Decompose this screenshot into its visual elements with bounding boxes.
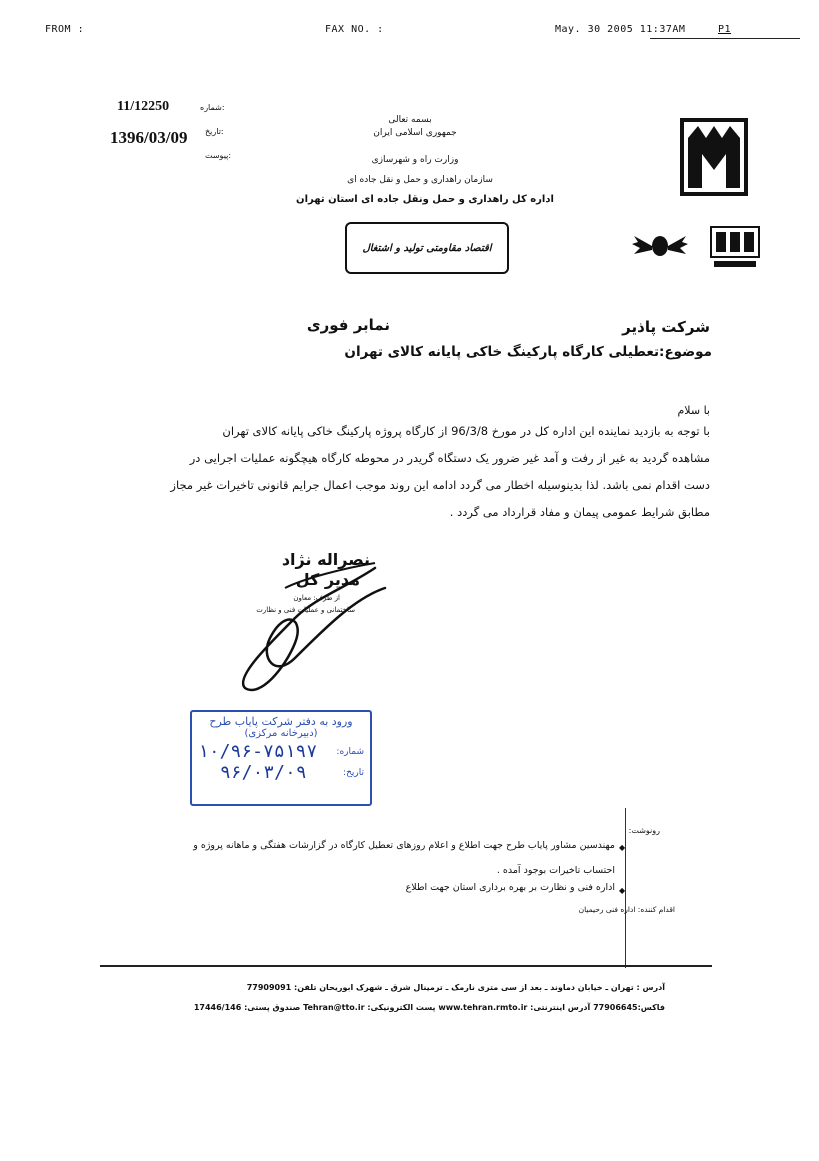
stamp-date-value: ۹۶/۰۳/۰۹: [220, 762, 307, 783]
number-label: شماره:: [200, 103, 225, 112]
subject: موضوع:تعطیلی کارگاه پارکینگ خاکی پایانه کالای تهران: [344, 344, 712, 360]
stamp-title: ورود به دفتر شرکت پایاب طرح: [209, 715, 353, 728]
stamp-number-label: شماره:: [336, 746, 364, 757]
greeting: با سلام: [677, 404, 710, 417]
letterhead-line3: سازمان راهداری و حمل و نقل جاده ای: [347, 175, 493, 185]
footer-contact: فاکس:77906645 آدرس اینترنتی: www.tehran.rmto.ir پست الکترونیکی: Tehran@tto.ir صندوق پستی: 17446/146: [193, 1003, 665, 1012]
fax-number-label: FAX NO. :: [325, 24, 384, 35]
basmala: بسمه تعالی: [388, 115, 432, 125]
received-stamp: [190, 710, 372, 806]
fax-header-rule: [650, 38, 800, 39]
fax-from-label: FROM :: [45, 24, 85, 35]
cc-bullet-1: ◆: [619, 843, 626, 852]
signatory-name: نصراله نژاد: [281, 550, 370, 569]
letterhead-line2: وزارت راه و شهرسازی: [371, 155, 459, 165]
date-label: تاریخ:: [205, 127, 224, 136]
stamp-subtitle: (دبیرخانه مرکزی): [244, 728, 318, 739]
cc-author: اقدام کننده: اداره فنی رحیمیان: [578, 905, 675, 914]
signature-dept: ساختمانی و عملیات فنی و نظارت: [256, 606, 355, 614]
letterhead-line4: اداره کل راهداری و حمل ونقل جاده ای استان تهران: [296, 194, 554, 205]
slogan-emblem: [345, 222, 509, 274]
emblem-wings-icon: [630, 228, 690, 268]
slogan-text: اقتصاد مقاومتی تولید و اشتغال: [362, 242, 492, 254]
body-line-1: با توجه به بازدید نماینده این اداره کل در مورخ 96/3/8 از کارگاه پروژه پارکینگ خاکی پایانه کالای تهران: [222, 424, 710, 438]
stamp-number-value: ۱۰/۹۶-۷۵۱۹۷: [198, 741, 318, 762]
signatory-title: مدیر کل: [295, 570, 360, 589]
footer-rule: [100, 965, 712, 967]
cc-item-1-continued: احتساب تاخیرات بوجود آمده .: [496, 865, 615, 876]
fax-type: نمابر فوری: [306, 316, 390, 334]
body-line-3: دست اقدام نمی باشد. لذا بدینوسیله اخطار می گردد ادامه این روند موجب اعمال جرایم قانونی تاخیرات غیر مجاز: [170, 478, 710, 492]
certification-logo: [710, 226, 760, 274]
handwritten-signature: [225, 548, 405, 702]
footer-address: آدرس : تهران ـ خیابان دماوند ـ بعد از سی متری نارمک ـ ترمینال شرق ـ شهرک ابوریحان تلفن: 77909091: [246, 983, 665, 992]
cc-label: رونوشت:: [628, 826, 660, 835]
stamp-date-label: تاریخ:: [343, 767, 364, 778]
cc-bullet-2: ◆: [619, 886, 626, 895]
signature-on-behalf: از طرف: معاون: [293, 594, 340, 602]
organization-logo: [680, 118, 748, 200]
body-line-4: مطابق شرایط عمومی پیمان و مفاد قرارداد می گردد .: [449, 505, 710, 519]
attachment-label: پیوست:: [205, 151, 232, 160]
cc-item-2: اداره فنی و نظارت بر بهره برداری استان جهت اطلاع: [405, 882, 615, 893]
body-line-2: مشاهده گردید به غیر از رفت و آمد غیر ضرور یک دستگاه گریدر در محوطه کارگاه هیچگونه عملیات اجرایی در: [189, 451, 710, 465]
number-value: 11/12250: [117, 99, 170, 114]
fax-datetime: May. 30 2005 11:37AM: [555, 24, 686, 35]
cc-item-1: مهندسین مشاور پایاب طرح جهت اطلاع و اعلام روزهای تعطیل کارگاه در گزارشات هفتگی و ماهانه پروژه و: [193, 840, 615, 851]
date-value: 1396/03/09: [110, 128, 188, 147]
recipient: شرکت پاذیر: [622, 318, 710, 336]
fax-page: P1: [718, 24, 732, 35]
letterhead-line1: جمهوری اسلامی ایران: [373, 128, 457, 138]
